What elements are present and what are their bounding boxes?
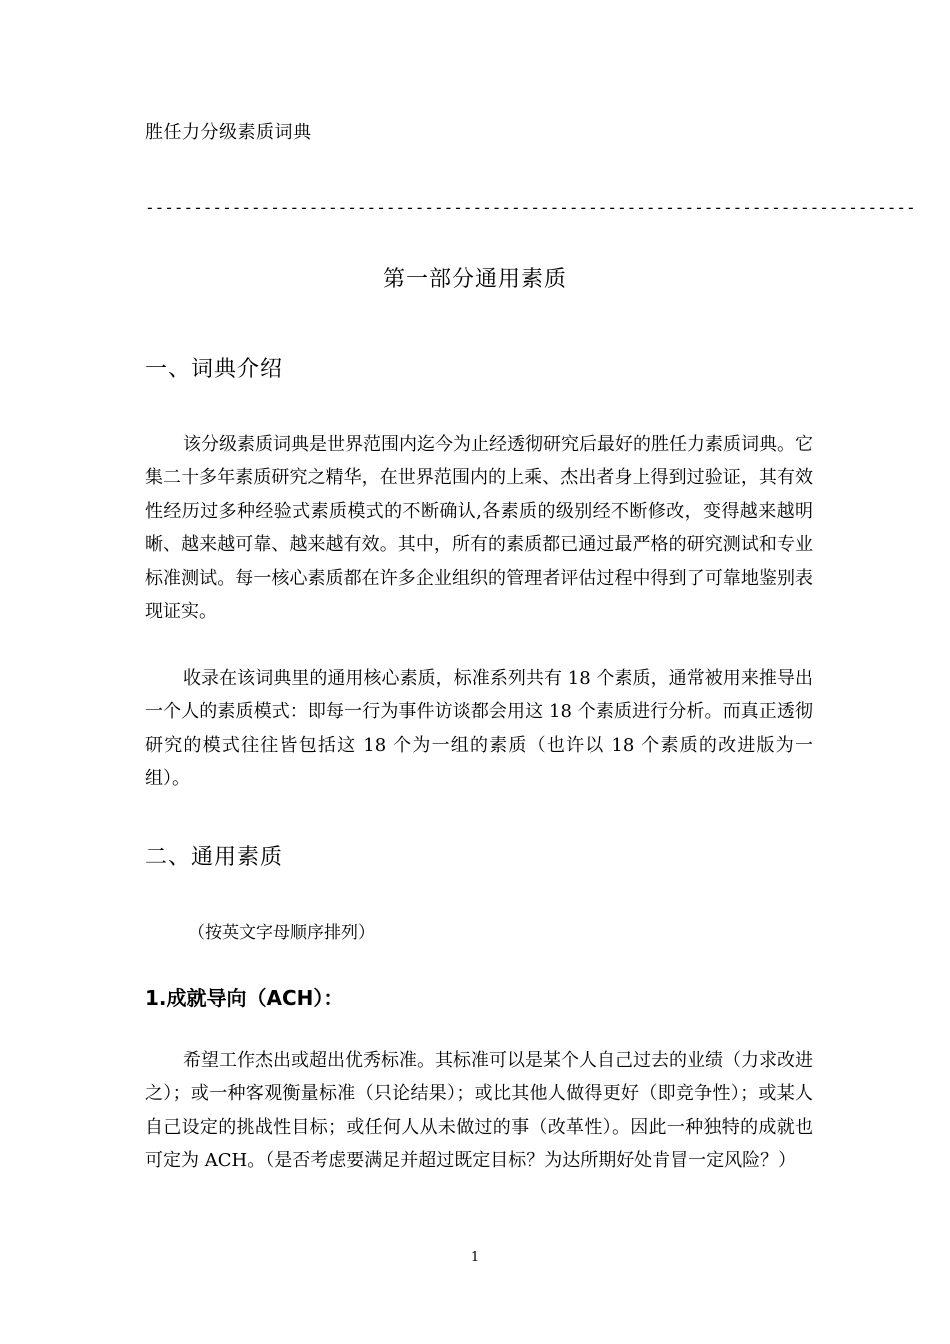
part-title: 第一部分通用素质	[382, 267, 567, 292]
page-number: 1	[470, 1250, 480, 1265]
section-heading-intro: 一、词典介绍	[145, 357, 284, 382]
intro-paragraph-1: 该分级素质词典是世界范围内迄今为止经透彻研究后最好的胜任力素质词典。它集二十多年素质研究之精华，在世界范围内的上乘、杰出者身上得到过验证，其有效性经历过多种经验式素质模式的不断确认,各素质的级别经不断修改，变得越来越明晰、越来越可靠、越来越有效。其中，所有的素质都已通过最严格的研究测试和专业标准测试。每一核心素质都在许多企业组织的管理者评估过程中得到了可靠地鉴别表现证实。	[145, 434, 813, 623]
section-heading-general: 二、通用素质	[145, 845, 284, 870]
ach-paragraph: 希望工作杰出或超出优秀标准。其标准可以是某个人自己过去的业绩（力求改进之）；或一种客观衡量标准（只论结果）；或比其他人做得更好（即竞争性）；或某人自己设定的挑战性目标；或任何人从未做过的事（改革性）。因此一种独特的成就也可定为 ACH。（是否考虑要满足并超过既定目标？为达所期好处肯冒一定风险？）	[145, 1050, 813, 1172]
intro-paragraph-2: 收录在该词典里的通用核心素质，标准系列共有 18 个素质，通常被用来推导出一个人的素质模式：即每一行为事件访谈都会用这 18 个素质进行分析。而真正透彻研究的模式往往皆包括这 18 个为一组的素质（也许以 18 个素质的改进版为一组）。	[145, 668, 813, 790]
item-heading-ach: 1.成就导向（ACH）：	[145, 986, 344, 1010]
dashed-divider: --------------------------------------------------------------------------------	[145, 198, 916, 217]
ordering-note: （按英文字母顺序排列）	[188, 923, 375, 943]
document-title: 胜任力分级素质词典	[145, 122, 312, 143]
